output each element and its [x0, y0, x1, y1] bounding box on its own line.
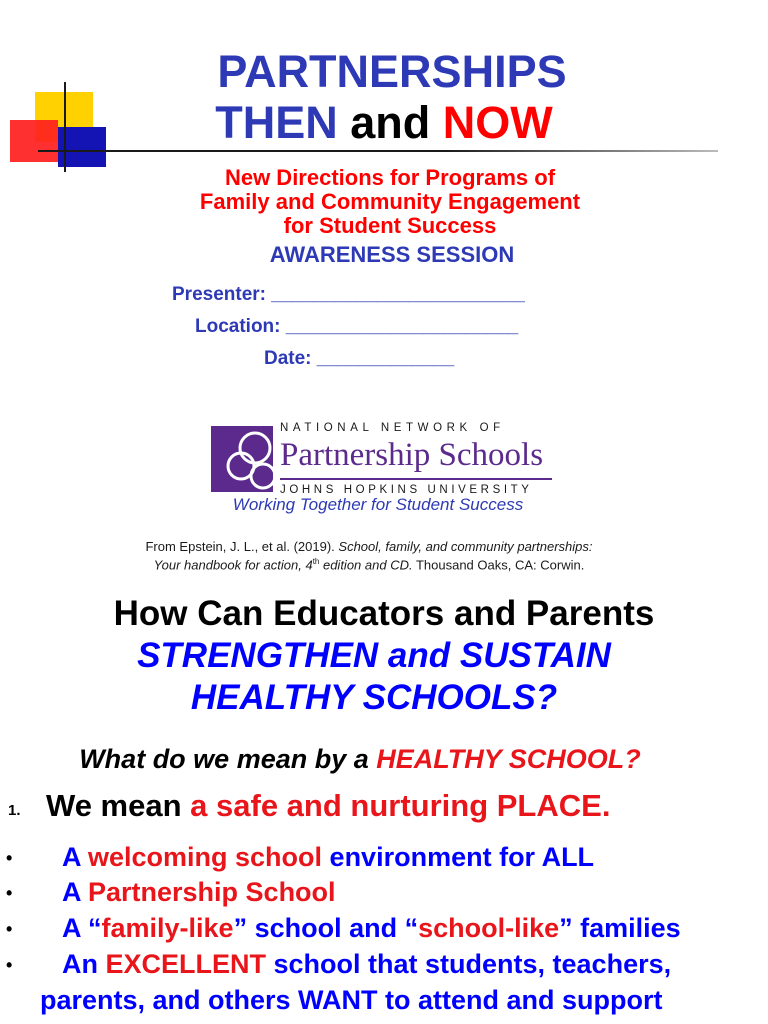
healthy-school-question: [0, 744, 720, 775]
b4-b: school that students, teachers,: [266, 949, 672, 979]
point-text: [46, 788, 610, 824]
title-now: NOW: [442, 97, 553, 148]
logo-bottom-text: JOHNS HOPKINS UNIVERSITY: [280, 484, 533, 496]
subtitle-line1: New Directions for Programs of: [224, 165, 556, 190]
b2-a: A: [62, 877, 88, 907]
bullet-dot-3: •: [6, 919, 13, 939]
title-line1: PARTNERSHIPS: [217, 46, 567, 97]
b2-red: Partnership School: [88, 877, 336, 907]
b1-a: A: [62, 842, 88, 872]
citation-publisher: Thousand Oaks, CA: Corwin.: [412, 557, 585, 573]
bullet-dot-2: •: [6, 883, 13, 903]
presenter-field: Presenter: ________________________: [172, 284, 525, 305]
question-heading: How Can Educators and Parents: [113, 594, 655, 633]
subtitle-line3: for Student Success: [283, 213, 497, 238]
subtitle-line2: Family and Community Engagement: [199, 189, 581, 214]
b3-c: ” families: [559, 913, 681, 943]
point-text-red: a safe and nurturing PLACE.: [190, 788, 611, 823]
question-line3: HEALTHY SCHOOLS?: [190, 678, 558, 717]
point-text-plain: We mean: [46, 788, 191, 823]
question-red: HEALTHY SCHOOL?: [376, 744, 641, 774]
bullet-welcoming: [62, 842, 594, 873]
bullet-partnership: [62, 877, 336, 908]
session-label: AWARENESS SESSION: [269, 242, 515, 267]
bullet-family-like: [62, 913, 681, 944]
logo-top-text: NATIONAL NETWORK OF: [280, 422, 505, 434]
nnps-logo-mark: [211, 426, 273, 492]
title-line2: [0, 97, 768, 149]
citation-authors: From Epstein, J. L., et al. (2019).: [145, 539, 339, 554]
logo-rule: [280, 478, 552, 480]
b3-red2: school-like: [418, 913, 560, 943]
decor-horizontal-rule: [38, 150, 718, 152]
b3-a: A “: [62, 913, 102, 943]
citation-title: School, family, and community partnerships:: [338, 539, 593, 554]
bullet-excellent: [62, 949, 671, 980]
citation-line2: [0, 554, 738, 572]
citation-edition: edition and CD.: [319, 557, 413, 573]
citation-line1: [0, 539, 738, 554]
b4-a: An: [62, 949, 106, 979]
title-then: THEN: [215, 97, 338, 148]
date-field: Date: _____________: [264, 348, 455, 369]
citation-sup: th: [312, 557, 320, 566]
b4-red: EXCELLENT: [105, 949, 267, 979]
logo-main-text: Partnership Schools: [280, 437, 544, 473]
location-field: Location: ______________________: [195, 316, 519, 337]
b3-red1: family-like: [101, 913, 234, 943]
citation-subtitle: Your handbook for action, 4: [153, 557, 313, 573]
bullet-dot-1: •: [6, 848, 13, 868]
b1-red: welcoming school: [88, 842, 323, 872]
logo-mark-icon: [211, 426, 273, 492]
b3-b: ” school and “: [233, 913, 419, 943]
bullet-dot-4: •: [6, 955, 13, 975]
logo-slogan: Working Together for Student Success: [232, 495, 524, 514]
question-plain: What do we mean by a: [79, 744, 377, 774]
bullet-excellent-line2: parents, and others WANT to attend and support: [40, 985, 663, 1015]
question-line2: STRENGTHEN and SUSTAIN: [137, 636, 611, 675]
point-number: 1.: [8, 802, 21, 819]
b1-b: environment for ALL: [322, 842, 595, 872]
title-and: and: [350, 97, 431, 148]
